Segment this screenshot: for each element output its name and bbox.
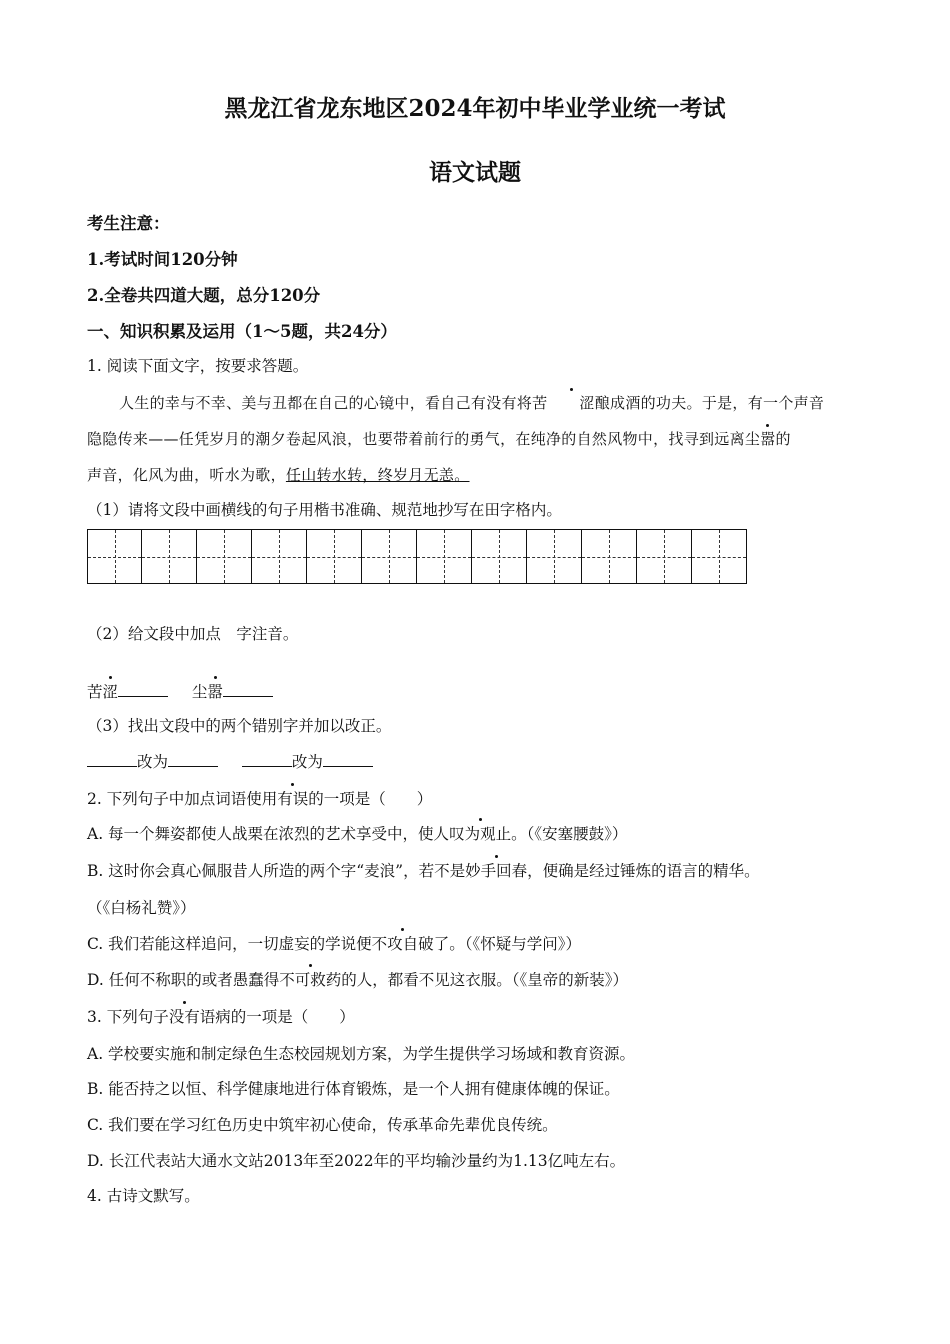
q1-sub3: （3）找出文段中的两个错别字并加以改正。 [87, 717, 392, 735]
q1-sub1: （1）请将文段中画横线的句子用楷书准确、规范地抄写在田字格内。 [87, 501, 562, 519]
dotted-char: 涩 [547, 392, 594, 413]
q1-sub2: （2）给文段中加点 字注音。 [87, 625, 299, 643]
dotted-char: 嚣 [760, 430, 776, 448]
q1-passage-line-3: 声音，化风为曲，听水为歌，任山转水转，终岁月无恙。 [87, 466, 470, 484]
answer-blank[interactable] [118, 682, 168, 697]
q4-prompt: 4. 古诗文默写。 [87, 1187, 200, 1205]
q3-option-b: B. 能否持之以恒、科学健康地进行体育锻炼，是一个人拥有健康体魄的保证。 [87, 1080, 620, 1098]
answer-blank[interactable] [242, 752, 292, 767]
q2-option-b-source: （《白杨礼赞》） [87, 899, 196, 917]
q3-prompt: 3. 下列句子没有语病的一项是（ ） [87, 1005, 355, 1027]
q1-pinyin-blanks: 苦涩 尘嚣 [87, 680, 273, 702]
answer-blank[interactable] [168, 752, 218, 767]
answer-blank[interactable] [223, 682, 273, 697]
notice-heading: 考生注意： [87, 214, 170, 233]
q1-correction-blanks: 改为 改为 [87, 750, 373, 772]
q3-option-d: D. 长江代表站大通水文站2013年至2022年的平均输沙量约为1.13亿吨左右。 [87, 1152, 626, 1170]
exam-title: 黑龙江省龙东地区2024年初中毕业学业统一考试 [224, 95, 726, 122]
tianzige-grid[interactable] [87, 529, 747, 584]
notice-item-1: 1.考试时间120分钟 [87, 250, 238, 269]
q1-passage-line-1: 人生的幸与不幸、美与丑都在自己的心镜中，看自己有没有将苦 涩酿成酒的功夫。于是，有一个声音 [119, 394, 825, 412]
answer-blank[interactable] [87, 752, 137, 767]
q1-passage-line-2: 隐隐传来——任凭岁月的潮夕卷起风浪，也要带着前行的勇气，在纯净的自然风物中，找寻到远离尘嚣的 [87, 430, 791, 448]
q3-option-a: A. 学校要实施和制定绿色生态校园规划方案，为学生提供学习场域和教育资源。 [87, 1045, 636, 1063]
answer-blank[interactable] [323, 752, 373, 767]
q3-option-c: C. 我们要在学习红色历史中筑牢初心使命，传承革命先辈优良传统。 [87, 1116, 558, 1134]
q1-prompt: 1. 阅读下面文字，按要求答题。 [87, 357, 309, 375]
q2-prompt: 2. 下列句子中加点词语使用有误的一项是（ ） [87, 787, 432, 809]
q2-option-d: D. 任何不称职的或者愚蠢得不可救药的人，都看不见这衣服。（《皇帝的新装》） [87, 968, 628, 990]
q2-option-b: B. 这时你会真心佩服昔人所造的两个字“麦浪”，若不是妙手回春，便确是经过锤炼的语言的精华。 [87, 859, 760, 881]
q2-option-c: C. 我们若能这样追问，一切虚妄的学说便不攻自破了。（《怀疑与学问》） [87, 932, 581, 954]
underlined-sentence: 任山转水转，终岁月无恙。 [285, 466, 470, 484]
section-heading: 一、知识积累及运用（1～5题，共24分） [87, 322, 397, 341]
notice-item-2: 2.全卷共四道大题，总分120分 [87, 286, 321, 305]
q2-option-a: A. 每一个舞姿都使人战栗在浓烈的艺术享受中，使人叹为观止。（《安塞腰鼓》） [87, 822, 627, 844]
exam-subtitle: 语文试题 [429, 159, 521, 186]
